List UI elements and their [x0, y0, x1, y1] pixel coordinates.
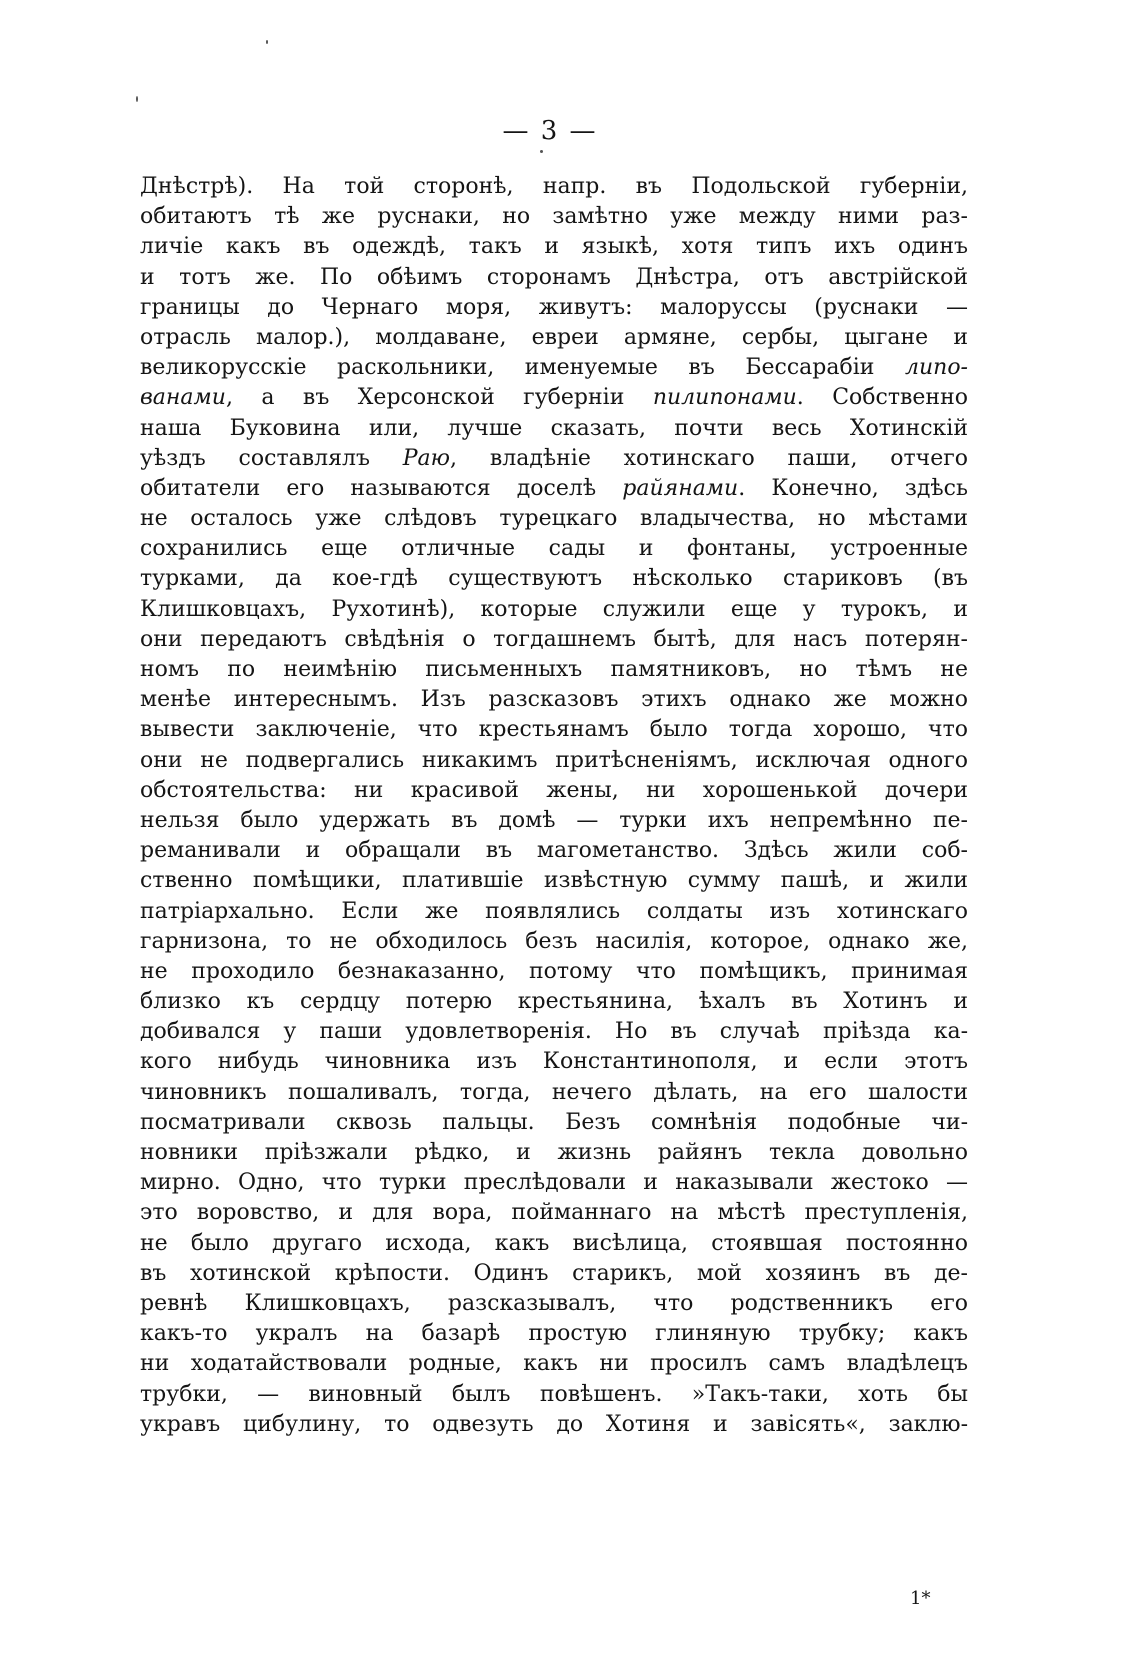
text-segment: не осталось уже слѣдовъ турецкаго владычества, но мѣстами — [140, 506, 968, 532]
text-segment: номъ по неимѣнію письменныхъ памятниковъ, но тѣмъ не — [140, 657, 968, 682]
text-segment: ни ходатайствовали родные, какъ ни просилъ самъ владѣлецъ — [140, 1351, 968, 1377]
signature-mark: 1* — [910, 1588, 931, 1609]
text-segment: гарнизона, то не обходилось безъ насилія, которое, однако же, — [140, 928, 968, 954]
text-segment: границы до Чернаго моря, живутъ: малоруссы (руснаки — — [140, 294, 968, 320]
text-segment: обитатели его называются доселѣ — [140, 475, 623, 501]
text-line — [140, 564, 968, 594]
text-segment: близко къ сердцу потерю крестьянина, ѣхалъ въ Хотинъ и — [140, 989, 968, 1015]
text-line — [140, 897, 968, 927]
italic-term: ванами — [140, 385, 226, 411]
text-segment: обстоятельства: ни красивой жены, ни хорошенькой дочери — [140, 777, 968, 803]
text-line — [140, 293, 968, 323]
text-segment: чиновникъ пошаливалъ, тогда, нечего дѣлать, на его шалости — [140, 1079, 968, 1105]
text-segment: не проходило безнаказанно, потому что помѣщикъ, принимая — [140, 958, 968, 984]
text-segment: , а въ Херсонской губерніи — [225, 385, 653, 411]
text-segment: мирно. Одно, что турки преслѣдовали и наказывали жестоко — — [140, 1170, 968, 1196]
text-line — [140, 806, 968, 836]
italic-term: Раю — [402, 445, 451, 471]
text-line — [140, 1078, 968, 1108]
text-segment: кого нибудь чиновника изъ Константинополя, и если этотъ — [140, 1049, 968, 1075]
text-line — [140, 474, 968, 504]
text-segment: Днѣстрѣ). На той сторонѣ, напр. въ Подольской губерніи, — [140, 174, 968, 199]
text-line — [140, 715, 968, 745]
text-segment: они передаютъ свѣдѣнія о тогдашнемъ бытѣ, для насъ потерян- — [140, 626, 968, 652]
text-line — [140, 172, 968, 202]
text-line — [140, 1108, 968, 1138]
text-segment: менѣе интереснымъ. Изъ разсказовъ этихъ однако же можно — [140, 687, 968, 713]
text-line — [140, 353, 968, 383]
text-segment: посматривали сквозь пальцы. Безъ сомнѣнія подобные чи- — [140, 1109, 968, 1135]
text-segment: ревнѣ Клишковцахъ, разсказывалъ, что родственникъ его — [140, 1290, 968, 1316]
text-segment: и тотъ же. По обѣимъ сторонамъ Днѣстра, отъ австрійской — [140, 264, 968, 290]
text-segment: не было другаго исхода, какъ висѣлица, стоявшая постоянно — [140, 1230, 968, 1256]
text-line — [140, 746, 968, 776]
text-line — [140, 323, 968, 353]
text-line — [140, 595, 968, 625]
text-segment: сохранились еще отличные сады и фонтаны, устроенные — [140, 536, 968, 562]
text-line — [140, 232, 968, 262]
text-segment: . Конечно, здѣсь — [738, 475, 968, 501]
text-line — [140, 625, 968, 655]
text-line — [140, 383, 968, 413]
text-segment: вывести заключеніе, что крестьянамъ было тогда хорошо, что — [140, 717, 968, 743]
italic-term: пилипонами — [652, 385, 797, 411]
text-line — [140, 866, 968, 896]
text-line — [140, 987, 968, 1017]
text-line — [140, 534, 968, 564]
text-segment: патріархально. Если же появлялись солдаты изъ хотинскаго — [140, 898, 968, 924]
text-segment: укравъ цибулину, то одвезуть до Хотиня и завісять«, заклю- — [140, 1411, 968, 1437]
text-segment: это воровство, и для вора, пойманнаго на мѣстѣ преступленія, — [140, 1200, 968, 1226]
text-line — [140, 1198, 968, 1228]
text-line — [140, 504, 968, 534]
text-line — [140, 1410, 968, 1440]
text-segment: въ хотинской крѣпости. Одинъ старикъ, мой хозяинъ въ де- — [140, 1260, 968, 1286]
text-line — [140, 1380, 968, 1410]
text-segment: великорусскіе раскольники, именуемые въ Бессарабіи — [140, 355, 905, 381]
text-segment: отрасль малор.), молдаване, евреи армяне, сербы, цыгане и — [140, 324, 968, 350]
text-line — [140, 836, 968, 866]
scan-speck — [266, 40, 268, 44]
text-segment: обитаютъ тѣ же руснаки, но замѣтно уже между ними раз- — [140, 204, 968, 230]
text-line — [140, 776, 968, 806]
text-line — [140, 444, 968, 474]
text-segment: ственно помѣщики, платившіе извѣстную сумму пашѣ, и жили — [140, 868, 968, 894]
scan-speck — [136, 96, 138, 102]
text-segment: реманивали и обращали въ магометанство. Здѣсь жили соб- — [140, 838, 968, 864]
text-line — [140, 1047, 968, 1077]
text-segment: они не подвергались никакимъ притѣсненіямъ, исключая одного — [140, 747, 968, 773]
text-line — [140, 1289, 968, 1319]
text-segment: турками, да кое-гдѣ существуютъ нѣсколько стариковъ (въ — [140, 566, 968, 592]
text-line — [140, 1017, 968, 1047]
text-line — [140, 685, 968, 715]
text-segment: Клишковцахъ, Рухотинѣ), которые служили еще у турокъ, и — [140, 596, 968, 622]
text-line — [140, 927, 968, 957]
text-line — [140, 1319, 968, 1349]
text-segment: , владѣніе хотинскаго паши, отчего — [450, 445, 968, 471]
text-segment: личіе какъ въ одеждѣ, такъ и языкѣ, хотя типъ ихъ одинъ — [140, 234, 968, 260]
text-segment: . Собственно — [796, 385, 968, 411]
text-line — [140, 1229, 968, 1259]
italic-term: липо- — [904, 355, 968, 381]
text-line — [140, 957, 968, 987]
page-number: — 3 — — [502, 116, 598, 146]
text-line — [140, 655, 968, 685]
text-segment: трубки, — виновный былъ повѣшенъ. »Такъ-таки, хоть бы — [140, 1381, 968, 1407]
text-segment: новники пріѣзжали рѣдко, и жизнь райянъ текла довольно — [140, 1140, 968, 1165]
text-line — [140, 1138, 968, 1168]
text-line — [140, 1259, 968, 1289]
text-segment: добивался у паши удовлетворенія. Но въ случаѣ пріѣзда ка- — [140, 1019, 968, 1045]
text-segment: нельзя было удержать въ домѣ — турки ихъ непремѣнно пе- — [140, 807, 968, 833]
text-line — [140, 1349, 968, 1379]
italic-term: райянами — [622, 475, 739, 501]
text-segment: уѣздъ составлялъ — [140, 445, 403, 471]
text-segment: наша Буковина или, лучше сказать, почти весь Хотинскій — [140, 415, 968, 441]
text-segment: какъ-то укралъ на базарѣ простую глиняную трубку; какъ — [140, 1321, 968, 1347]
body-text — [140, 172, 968, 1440]
text-line — [140, 202, 968, 232]
text-line — [140, 414, 968, 444]
scan-speck — [540, 150, 543, 153]
text-line — [140, 263, 968, 293]
text-line — [140, 1168, 968, 1198]
